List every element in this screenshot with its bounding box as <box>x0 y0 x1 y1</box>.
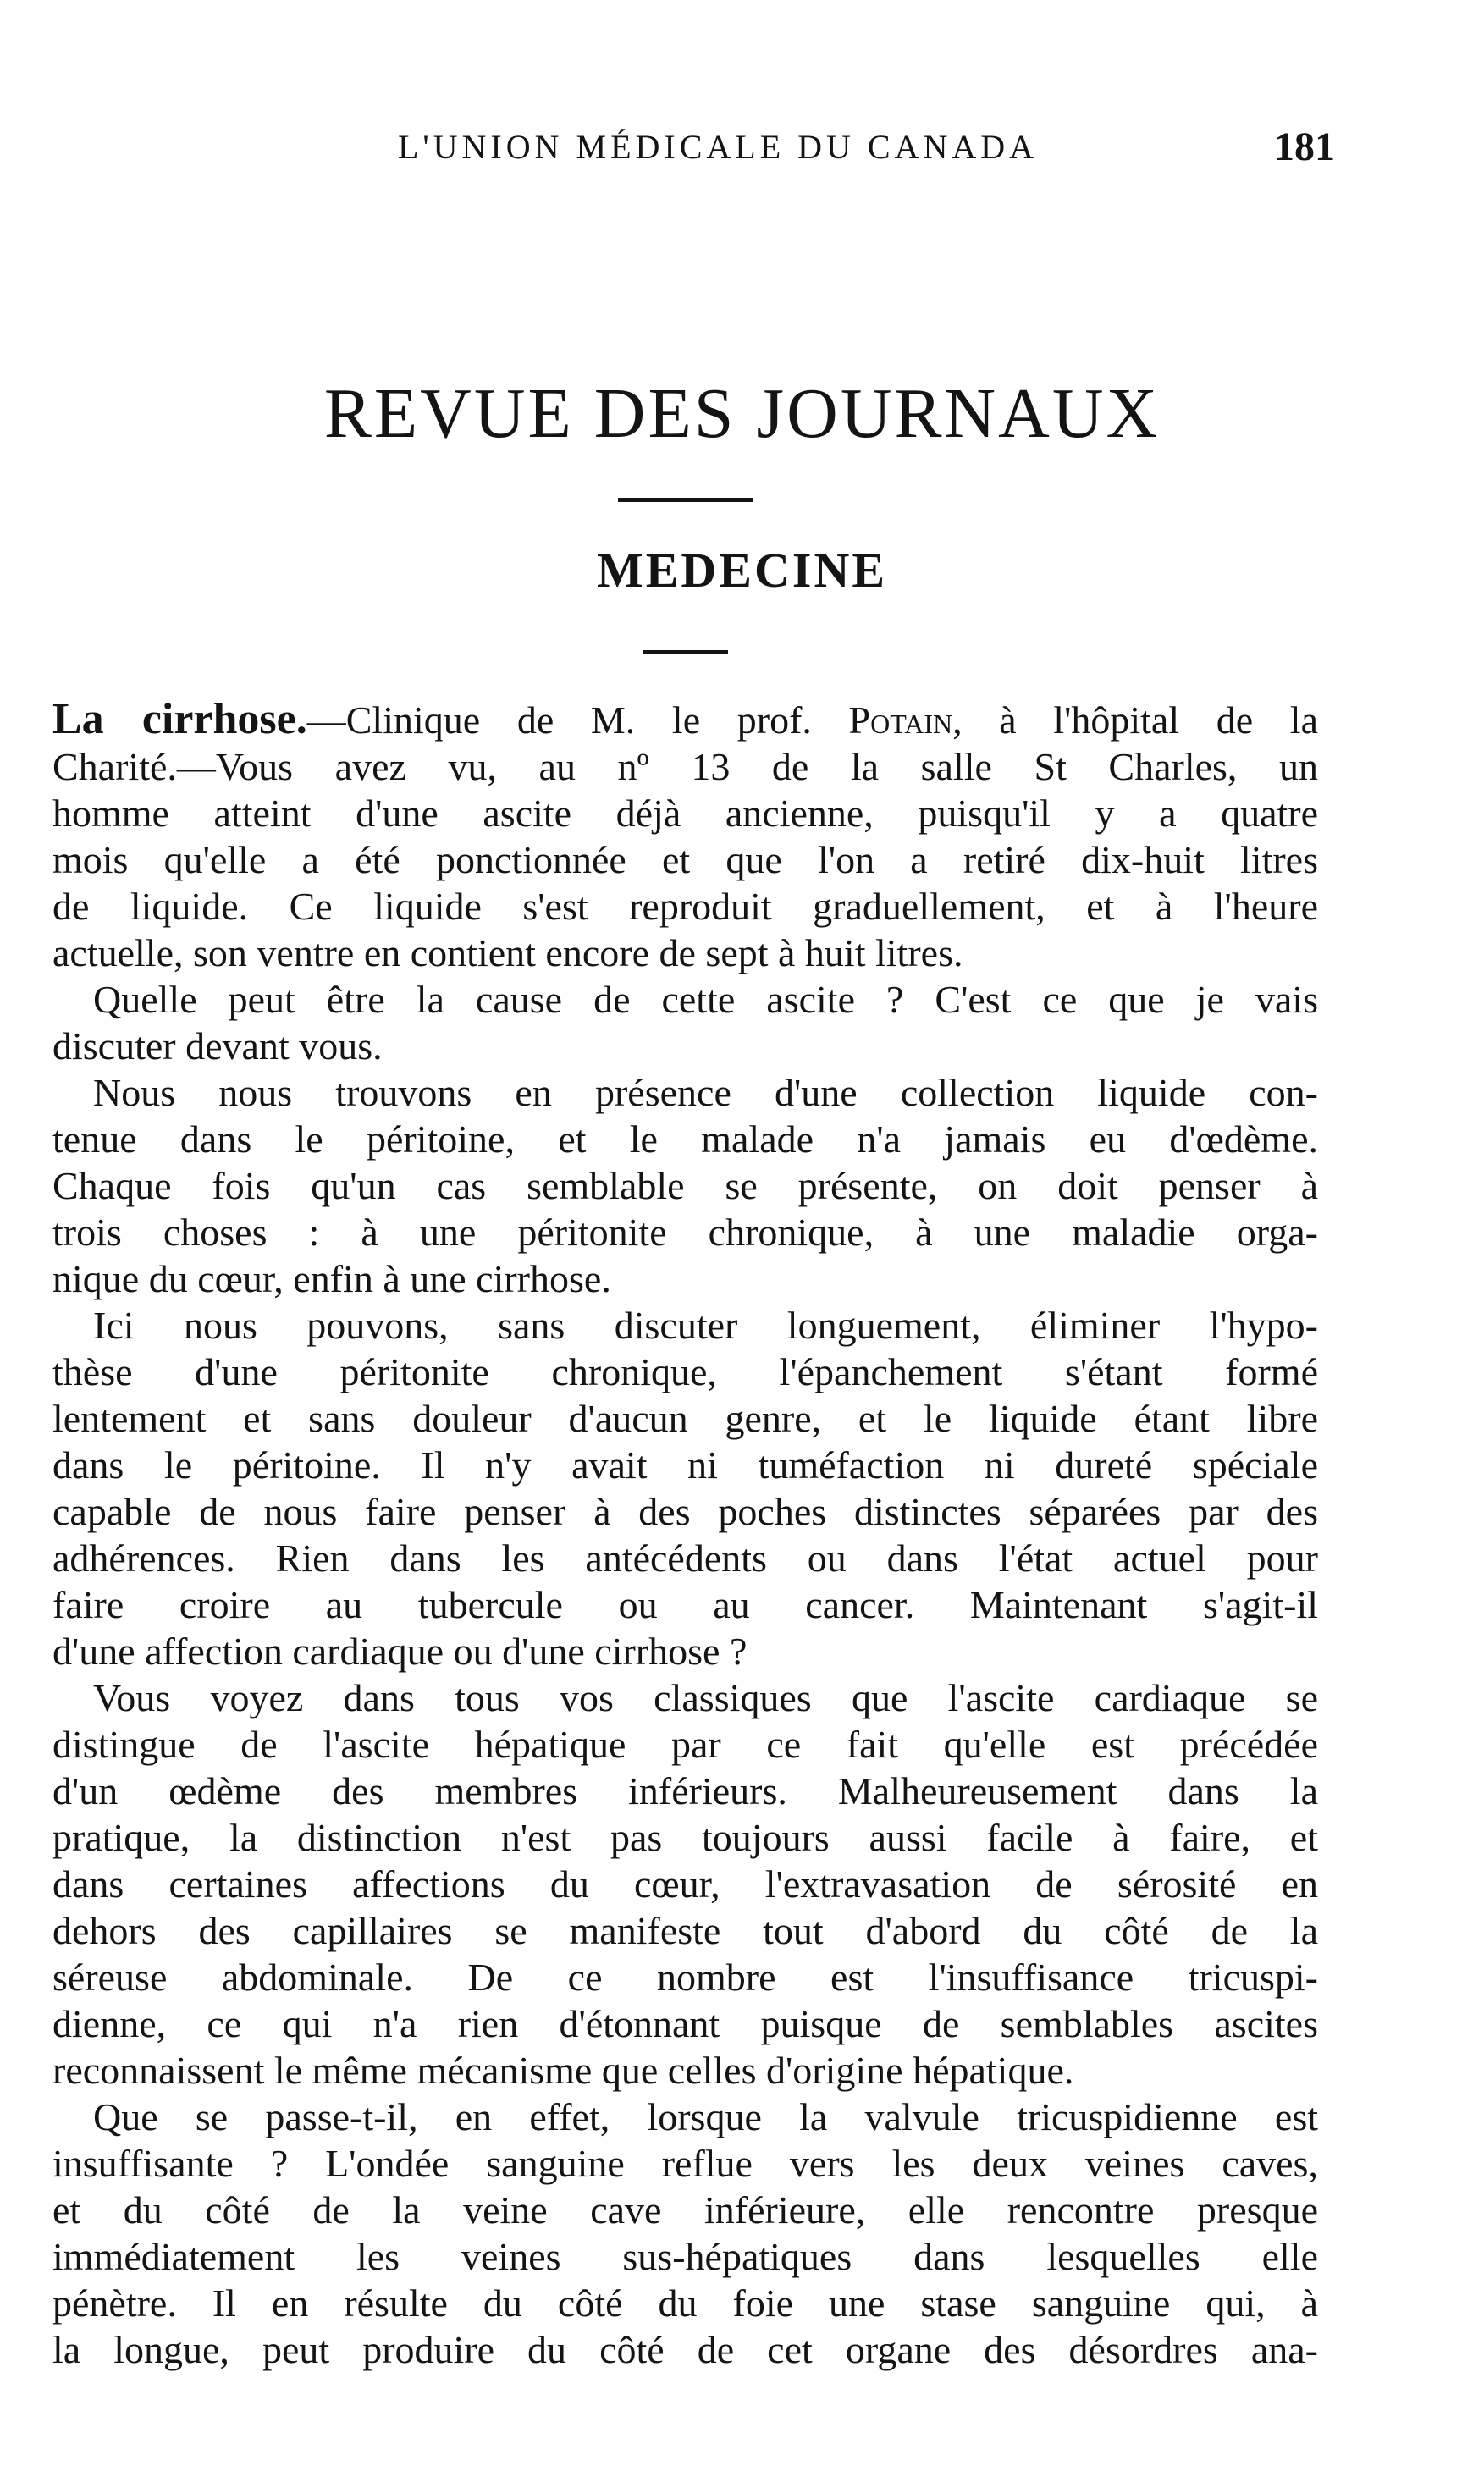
text-line: la longue, peut produire du côté de cet organe des désordres ana- <box>52 2328 1318 2371</box>
text-line: dans le péritoine. Il n'y avait ni tuméfaction ni dureté spéciale <box>52 1443 1318 1487</box>
text-line: Ici nous pouvons, sans discuter longuement, éliminer l'hypo- <box>93 1304 1318 1347</box>
text-line: et du côté de la veine cave inférieure, elle rencontre presque <box>52 2188 1318 2232</box>
section-title: REVUE DES JOURNAUX <box>323 374 1161 453</box>
text-line: discuter devant vous. <box>52 1024 383 1067</box>
text-line: tenue dans le péritoine, et le malade n'a jamais eu d'œdème. <box>52 1117 1318 1161</box>
subsection-title: MEDECINE <box>596 543 888 598</box>
text-line: La cirrhose.—Clinique de M. le prof. Potain, à l'hôpital de la <box>52 695 1319 743</box>
text-line: reconnaissent le même mécanisme que celles d'origine hépatique. <box>52 2049 1074 2092</box>
article-headline: La cirrhose. <box>52 695 307 743</box>
divider-rule <box>643 650 728 654</box>
text-line: Charité.—Vous avez vu, au nº 13 de la salle St Charles, un <box>52 745 1318 788</box>
text-line: Nous nous trouvons en présence d'une collection liquide con- <box>93 1071 1318 1114</box>
text-line: dehors des capillaires se manifeste tout d'abord du côté de la <box>52 1909 1318 1952</box>
text-line: Que se passe-t-il, en effet, lorsque la valvule tricuspidienne est <box>93 2095 1318 2138</box>
text-line: faire croire au tubercule ou au cancer. Maintenant s'agit-il <box>52 1583 1318 1626</box>
text-line: trois choses : à une péritonite chronique, à une maladie orga- <box>52 1211 1318 1254</box>
text-line: adhérences. Rien dans les antécédents ou dans l'état actuel pour <box>52 1536 1318 1580</box>
text-line: de liquide. Ce liquide s'est reproduit graduellement, et à l'heure <box>52 885 1318 928</box>
text-line: d'un œdème des membres inférieurs. Malheureusement dans la <box>52 1769 1318 1812</box>
journal-title: L'UNION MÉDICALE DU CANADA <box>398 128 1039 166</box>
text-line: séreuse abdominale. De ce nombre est l'insuffisance tricuspi- <box>52 1956 1318 1999</box>
text-line: nique du cœur, enfin à une cirrhose. <box>52 1257 611 1300</box>
text-line: lentement et sans douleur d'aucun genre, et le liquide étant libre <box>52 1397 1318 1440</box>
running-head <box>0 124 1484 178</box>
text-line: mois qu'elle a été ponctionnée et que l'on a retiré dix-huit litres <box>52 838 1318 881</box>
text-line: pratique, la distinction n'est pas toujours aussi facile à faire, et <box>52 1816 1318 1859</box>
text-line: d'une affection cardiaque ou d'une cirrhose ? <box>52 1630 748 1673</box>
article-body <box>52 696 1318 2373</box>
text-line: dans certaines affections du cœur, l'extravasation de sérosité en <box>52 1862 1318 1906</box>
text-line: distingue de l'ascite hépatique par ce fait qu'elle est précédée <box>52 1723 1318 1766</box>
text-line: immédiatement les veines sus-hépatiques dans lesquelles elle <box>52 2235 1318 2278</box>
text-line: pénètre. Il en résulte du côté du foie une stase sanguine qui, à <box>52 2281 1318 2325</box>
text-line: Vous voyez dans tous vos classiques que l'ascite cardiaque se <box>93 1676 1318 1719</box>
text-line: homme atteint d'une ascite déjà ancienne, puisqu'il y a quatre <box>52 792 1318 835</box>
page-number: 181 <box>1274 124 1335 169</box>
text-line: insuffisante ? L'ondée sanguine reflue vers les deux veines caves, <box>52 2142 1318 2185</box>
text-line: dienne, ce qui n'a rien d'étonnant puisque de semblables ascites <box>52 2002 1318 2045</box>
text-line: Chaque fois qu'un cas semblable se présente, on doit penser à <box>52 1164 1318 1207</box>
text-line: Quelle peut être la cause de cette ascite ? C'est ce que je vais <box>93 978 1318 1021</box>
text-line: actuelle, son ventre en contient encore de sept à huit litres. <box>52 931 963 974</box>
text-line: capable de nous faire penser à des poches distinctes séparées par des <box>52 1490 1318 1533</box>
text-line: thèse d'une péritonite chronique, l'épanchement s'étant formé <box>52 1350 1318 1393</box>
divider-rule <box>618 498 753 502</box>
author-name: Potain <box>848 698 953 742</box>
